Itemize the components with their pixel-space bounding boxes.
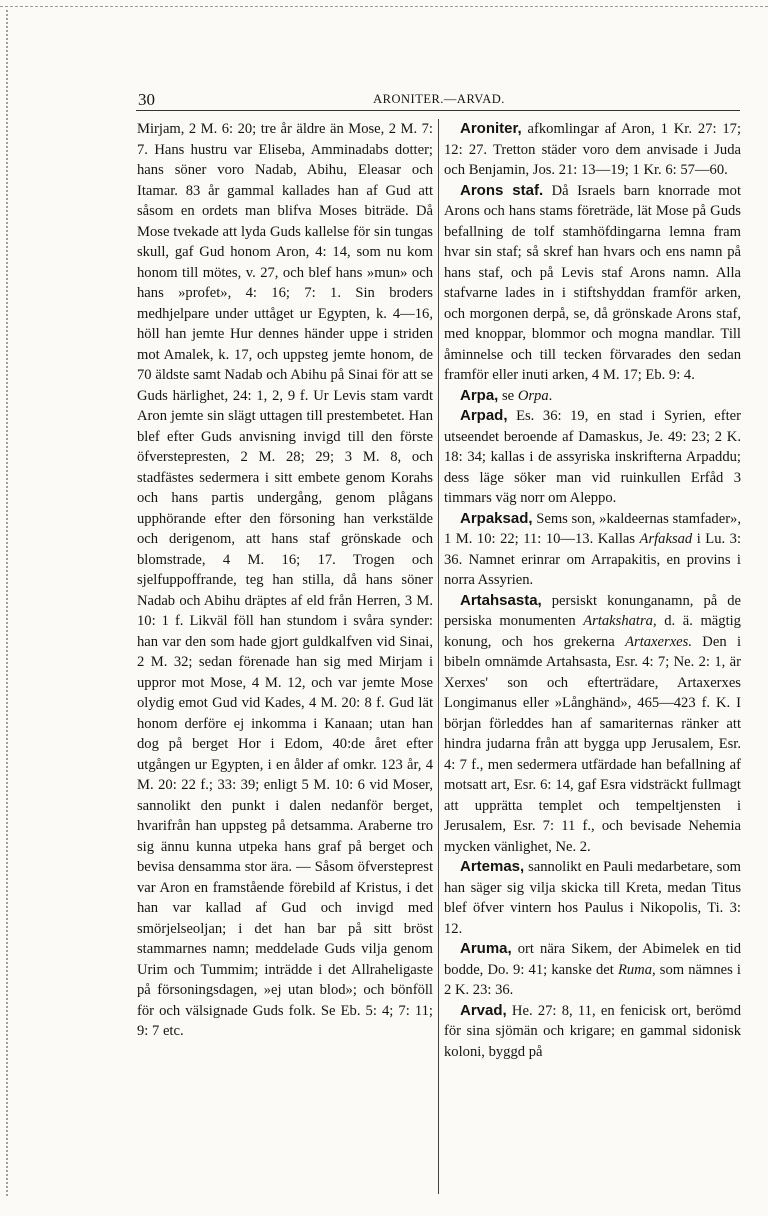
entry-artemas <box>444 857 741 939</box>
entry-text: Es. 36: 19, en stad i Syrien, efter utseendet beroende af Damaskus, Je. 49: 23; 2 K. 18: 34; kallas i de assyriska inskrifterna Arpaddu; dess läge söker man vid ruinkullen Erfåd 3 timmars väg norr om Aleppo. <box>444 408 741 506</box>
headword: Artemas, <box>460 858 525 875</box>
headword: Arvad, <box>460 1001 507 1019</box>
italic-name: Arfaksad <box>639 531 693 547</box>
entry-artahsasta <box>444 591 741 858</box>
italic-name: Artakshatra, <box>583 613 657 629</box>
entry-text: . <box>548 387 553 404</box>
right-column <box>444 119 741 1062</box>
page-number: 30 <box>138 90 155 109</box>
italic-name: Ruma, <box>617 961 656 978</box>
entry-text: se <box>498 387 518 404</box>
entry-text: i Lu. 3: 36. Namnet erinrar om Arrapakitis, en provins i norra Assyrien. <box>444 531 741 588</box>
column-divider <box>438 119 439 1194</box>
entry-text: sannolikt en Pauli medarbetare, som han säger sig vilja skicka till Kreta, medan Titus blef öfver vintern hos Paulus i Nikopolis, Ti. 3: 12. <box>444 859 741 937</box>
headword: Arpaksad, <box>460 509 533 527</box>
entry-arons-staf <box>444 181 741 386</box>
running-head <box>138 90 740 110</box>
page-edge-left <box>6 10 8 1196</box>
headword: Aroniter, <box>460 120 522 137</box>
headword: Arpad, <box>460 407 508 424</box>
entry-aruma <box>444 939 741 1001</box>
entry-arpa <box>444 386 741 407</box>
headword: Arpa, <box>460 386 499 404</box>
entry-text: ort nära Sikem, der Abimelek en tid bodde, Do. 9: 41; kanske det <box>444 941 741 978</box>
entry-text: som nämnes i 2 K. 23: 36. <box>444 961 741 998</box>
aron-entry-continuation: Mirjam, 2 M. 6: 20; tre år äldre än Mose, 2 M. 7: 7. Hans hustru var Eliseba, Amminadabs dotter; hans söner voro Nadab, Abihu, Eleasar och Itamar. 83 år gammal kallades han af Gud att såsom en ordets man blifva Moses biträde. Då Mose tvekade att lyda Guds kallelse för sin tungas skull, gaf Gud honom Aron, 4: 14, som nu kom honom till mötes, v. 27, och blef hans »mun» och hans »profet», 4: 16; 7: 1. Sin broders medhjelpare under uttåget ur Egypten, k. 4—16, höll han jemte Hur dennes händer uppe i striden mot Amalek, k. 17, och uppsteg jemte honom, de 70 äldste samt Nadab och Abihu på Sinai för att se Guds härlighet, 24: 1, 2, 9 f. Ur Levis stam vardt Aron jemte sin slägt uttagen till prestembetet. Han blef efter Guds anvisning invigd till den förste öfverstepresten, 2 M. 28; 29; 3 M. 8, och stadfästes sedermera i sitt embete genom Korahs och hans partis undergång, genom plågans upphörande efter den försoning han verkstälde och derigenom, att hans staf grönskade och blomstrade, 4 M. 16; 17. Trogen och sjelfuppoffrande, teg han stilla, då hans söner Nadab och Abihu dräptes af eld från Herren, 3 M. 10: 1 f. Likväl föll han stundom i svåra synder: han var den som hade gjort guldkalfven vid Sinai, 2 M. 32; sedan förenade han sig med Mirjam i uppror mot Mose, 4 M. 12, och var jemte Mose olydig emot Gud vid Kades, 4 M. 20: 8 f. Gud lät honom derföre ej inkomma i Kanaan; utan han dog på berget Hor i Edom, 40:de året efter utgången ur Egypten, i en ålder af omkr. 123 år, 4 M. 20: 22 f.; 33: 39; enligt 5 M. 10: 6 vid Moser, sannolikt den punkt i dalen nedanför berget, hvarifrån han uppsteg på detsamma. Araberne tro sig ännu kunna utpeka hans graf på berget och bevisa densamma stor ära. — Såsom öfversteprest var Aron en framstående förebild af Kristus, i det han var kallad af Gud och invigd med smörjelseoljan; i det han bar på sitt bröst stammarnes namn; meddelade Guds vilja genom Urim och Tummim; inträdde i det Allraheligaste på försoningsdagen, »ej utan blod»; och bönföll för och välsignade Guds folk. Se Eb. 5: 4; 7: 11; 9: 7 etc. <box>137 121 433 1039</box>
entry-text: d. ä. mägtig konung, och hos grekerna <box>444 613 741 650</box>
headword: Arons staf. <box>460 181 544 199</box>
header-rule <box>136 110 740 111</box>
entry-aroniter <box>444 119 741 181</box>
left-column <box>137 119 433 1042</box>
headword: Aruma, <box>460 940 512 957</box>
cross-reference: Orpa <box>517 387 549 404</box>
entry-arvad <box>444 1001 741 1063</box>
headword: Artahsasta, <box>460 591 542 609</box>
entry-text: Då Israels barn knorrade mot Arons och hans stams företräde, lät Mose på Guds befallning de tolf stamhöfdingarna lemna fram hvar sin staf; så skref han hvars och ens namn på hans staf, och på Levis staf Arons namn. Alla stafvarne lades in i stiftshyddan framför arken, och morgonen derpå, se, då grönskade Arons staf, med knoppar, blommor och mogna mandlar. Till åminnelse och till tecken förvarades den sedan framför eller inuti arken, 4 M. 17; Eb. 9: 4. <box>444 182 741 383</box>
entry-text: afkomlingar af Aron, 1 Kr. 27: 17; 12: 27. Tretton städer voro dem anvisade i Juda och Benjamin, Jos. 21: 13—19; 1 Kr. 6: 57—60. <box>444 121 741 178</box>
entry-arpad <box>444 406 741 509</box>
italic-name: Artaxerxes. <box>625 633 692 650</box>
entry-text: He. 27: 8, 11, en fenicisk ort, berömd för sina sjömän och krigare; en gammal sidonisk koloni, byggd på <box>444 1002 741 1060</box>
entry-text: Sems son, »kaldeernas stamfader», 1 M. 10: 22; 11: 10—13. Kallas <box>444 510 741 547</box>
running-title: ARONITER.—ARVAD. <box>373 92 505 106</box>
page-edge-top <box>0 6 768 7</box>
entry-text: persiskt konunganamn, på de persiska monumenten <box>444 592 741 629</box>
entry-text: Den i bibeln omnämde Artahsasta, Esr. 4: 7; Ne. 2: 1, är Xerxes' son och efterträdare, Artaxerxes Longimanus eller »Långhänd», 465—423 f. K. I början förleddes han af samariternas ränker att hindra judarna från att bygga upp Jerusalem, Esr. 4: 7 f., men sedermera utfärdade han befallning af motsatt art, Esr. 6: 14, gaf Esra vidsträckt fullmagt att upprätta templet och tempeltjensten i Jerusalem, Esr. 7: 11 f., och bevisade Nehemia mycken vänlighet, Ne. 2. <box>444 633 741 855</box>
entry-arpaksad <box>444 509 741 591</box>
